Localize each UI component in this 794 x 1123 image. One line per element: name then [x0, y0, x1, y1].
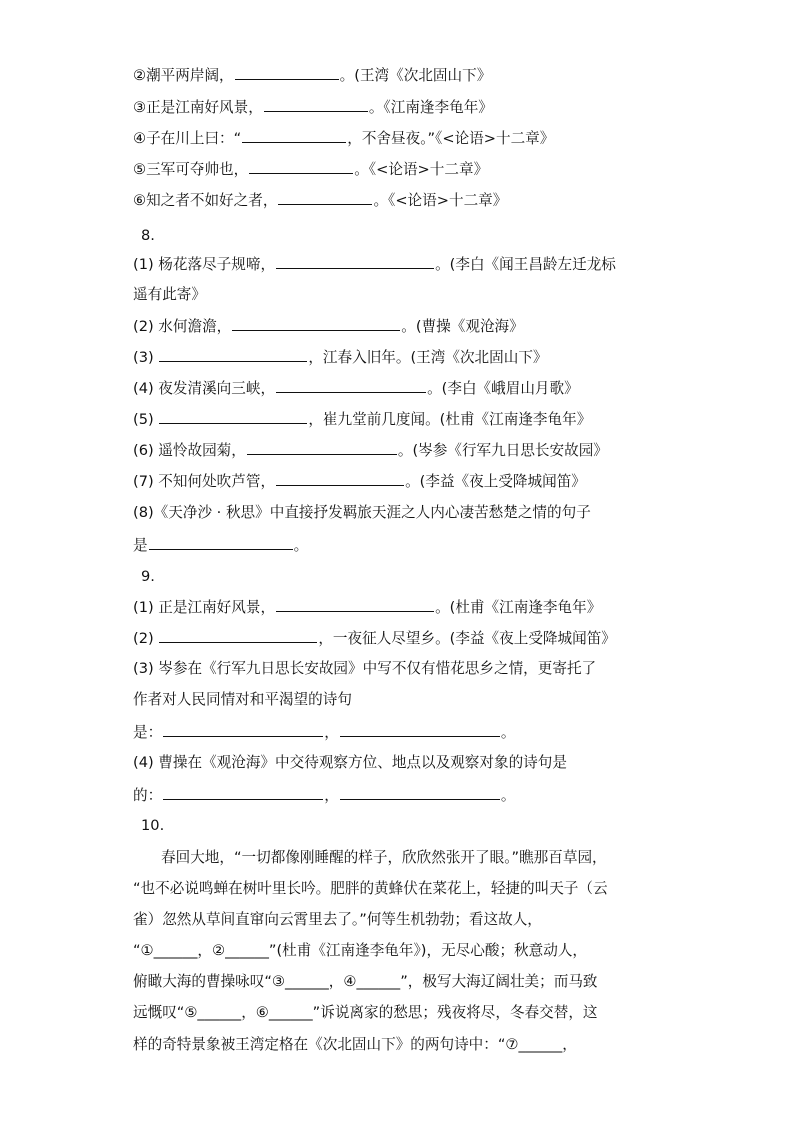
item-text: ，: [324, 724, 339, 741]
answer-blank[interactable]: [276, 254, 434, 269]
answer-blank[interactable]: [159, 347, 307, 362]
answer-blank[interactable]: [163, 722, 323, 737]
s10-paragraph-line: “也不必说鸣蝉在树叶里长吟。肥胖的黄蜂伏在菜花上，轻捷的叫天子（云: [133, 880, 608, 897]
item-source: 。(岑参《行军九日思长安故园》: [397, 442, 608, 459]
answer-blank[interactable]: [247, 440, 397, 455]
question-number-10: 10.: [141, 817, 165, 834]
item-text: (2): [133, 630, 159, 647]
item-source: 。(杜甫《江南逢李龟年》: [435, 599, 602, 616]
item-text: (4) 曹操在《观沧海》中交待观察方位、地点以及观察对象的诗句是: [133, 754, 567, 771]
item-source: 。《<论语>十二章》: [373, 192, 508, 209]
s8-item-1-cont: [133, 285, 206, 305]
item-text: ③正是江南好风景，: [133, 99, 263, 116]
question-number-9: 9.: [141, 568, 155, 585]
answer-blank[interactable]: [235, 65, 339, 80]
item-text: (6) 遥怜故园菊，: [133, 442, 246, 459]
item-text: (2) 水何澹澹，: [133, 318, 232, 335]
s7-item-5: [133, 159, 488, 180]
s7-item-6: [133, 190, 507, 211]
answer-blank[interactable]: [159, 409, 307, 424]
item-source: 。(王湾《次北固山下》: [339, 67, 492, 84]
s7-item-2: [133, 65, 491, 86]
s9-item-3-answer: [133, 722, 515, 743]
item-text: (1) 杨花落尽子规啼，: [133, 256, 276, 273]
answer-blank[interactable]: [264, 97, 368, 112]
item-text: (5): [133, 411, 159, 428]
s8-item-8-cont: [133, 535, 308, 556]
item-text: 作者对人民同情对和平渴望的诗句: [133, 691, 352, 708]
item-text: (3): [133, 349, 159, 366]
item-text: ⑥知之者不如好之者，: [133, 192, 278, 209]
answer-blank[interactable]: [276, 597, 434, 612]
s10-paragraph-line: 雀）忽然从草间直窜向云霄里去了。”何等生机勃勃；看这故人，: [133, 911, 542, 928]
answer-blank[interactable]: [276, 471, 404, 486]
answer-blank[interactable]: [276, 378, 426, 393]
item-text: ②潮平两岸阔，: [133, 67, 234, 84]
item-text: (7) 不知何处吹芦管，: [133, 473, 276, 490]
item-source: 。《<论语>十二章》: [354, 161, 489, 178]
item-text: 。: [500, 724, 516, 741]
s8-item-1: [133, 254, 616, 275]
item-source: ，江春入旧年。(王湾《次北固山下》: [308, 349, 548, 366]
item-source: 。(李益《夜上受降城闻笛》: [405, 473, 586, 490]
item-text: (3) 岑参在《行军九日思长安故园》中写不仅有惜花思乡之情，更寄托了: [133, 660, 597, 677]
s8-item-8: [133, 503, 591, 523]
item-source: 。(李白《峨眉山月歌》: [427, 380, 579, 397]
item-source: ，崔九堂前几度闻。(杜甫《江南逢李龟年》: [308, 411, 592, 428]
s8-item-3: [133, 347, 548, 368]
item-text: (4) 夜发清溪向三峡，: [133, 380, 276, 397]
s10-paragraph-line: 样的奇特景象被王湾定格在《次北固山下》的两句诗中：“⑦______，: [133, 1036, 577, 1053]
answer-blank[interactable]: [163, 785, 323, 800]
answer-blank[interactable]: [159, 628, 317, 643]
answer-blank[interactable]: [340, 722, 500, 737]
item-text: 是：: [133, 724, 163, 741]
s8-item-6: [133, 440, 608, 461]
s9-item-3: [133, 659, 596, 679]
item-text: ⑤三军可夺帅也，: [133, 161, 249, 178]
item-source: 。《江南逢李龟年》: [368, 99, 493, 116]
s9-item-4-answer: [133, 785, 515, 806]
answer-blank[interactable]: [340, 785, 500, 800]
answer-blank[interactable]: [249, 159, 353, 174]
question-number-8: 8.: [141, 227, 155, 244]
item-text: 是: [133, 537, 148, 554]
s9-item-4: [133, 753, 567, 773]
item-source: ，一夜征人尽望乡。(李益《夜上受降城闻笛》: [318, 630, 616, 647]
item-text: 。: [293, 537, 309, 554]
s8-item-5: [133, 409, 591, 430]
s8-item-4: [133, 378, 579, 399]
s7-item-4: [133, 128, 554, 149]
item-source: ，不舍昼夜。”《<论语>十二章》: [347, 130, 555, 147]
item-text: 的：: [133, 787, 163, 804]
item-source: 遥有此寄》: [133, 286, 206, 303]
s10-paragraph-line: 春回大地，“一切都像刚睡醒的样子，欣欣然张开了眼。”瞧那百草园，: [161, 849, 607, 866]
item-text: ④子在川上曰：“: [133, 130, 242, 147]
s9-item-3-cont: [133, 690, 352, 710]
item-text: (8)《天净沙 · 秋思》中直接抒发羁旅天涯之人内心凄苦愁楚之情的句子: [133, 504, 591, 521]
item-text: 。: [500, 787, 516, 804]
item-source: 。(李白《闻王昌龄左迁龙标: [435, 256, 616, 273]
s10-paragraph-line: 俯瞰大海的曹操咏叹“③______，④______”，极写大海辽阔壮美；而马致: [133, 973, 598, 990]
answer-blank[interactable]: [149, 535, 293, 550]
s10-paragraph-line: 远慨叹“⑤______，⑥______”诉说离家的愁思；残夜将尽，冬春交替，这: [133, 1004, 598, 1021]
s7-item-3: [133, 97, 493, 118]
item-text: (1) 正是江南好风景，: [133, 599, 276, 616]
answer-blank[interactable]: [242, 128, 346, 143]
answer-blank[interactable]: [278, 190, 372, 205]
s8-item-7: [133, 471, 586, 492]
s8-item-2: [133, 316, 524, 337]
s9-item-1: [133, 597, 601, 618]
item-text: ，: [324, 787, 339, 804]
s10-paragraph-line: “①______，②______”(杜甫《江南逢李龟年》)，无尽心酸；秋意动人，: [133, 942, 588, 959]
answer-blank[interactable]: [232, 316, 400, 331]
s9-item-2: [133, 628, 616, 649]
item-source: 。(曹操《观沧海》: [401, 318, 524, 335]
